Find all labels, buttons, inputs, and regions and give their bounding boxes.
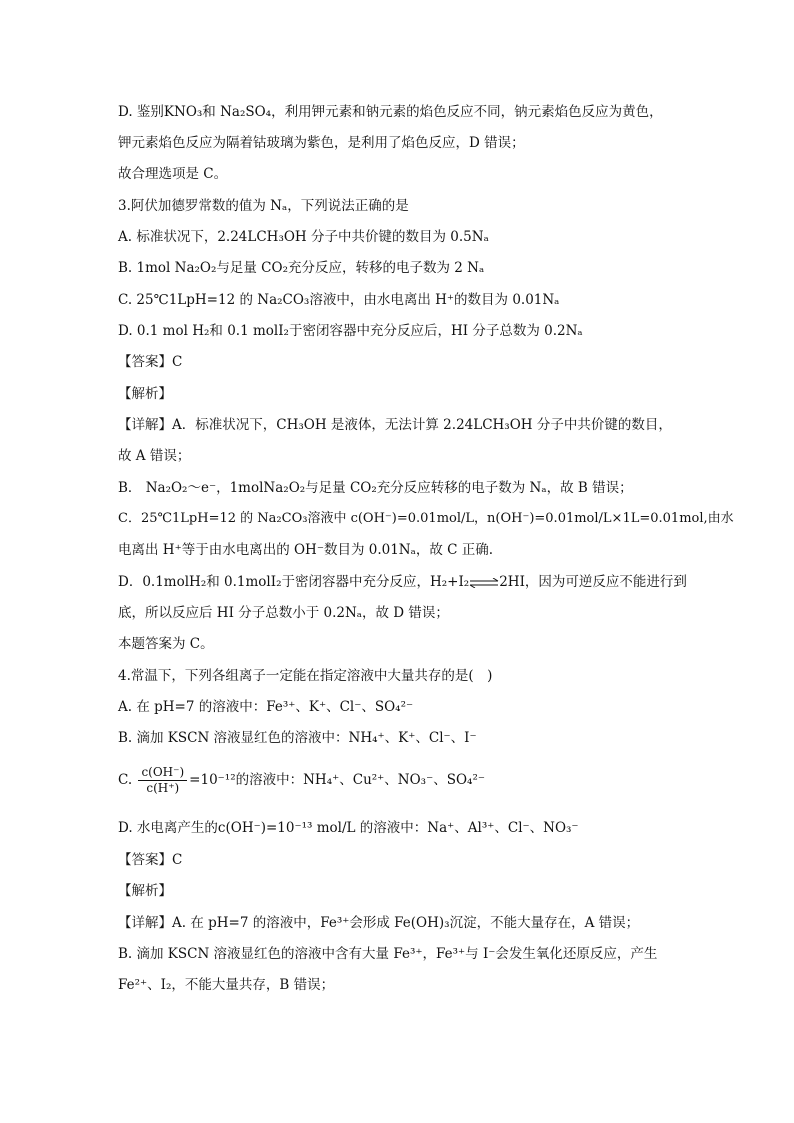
option-d: D. 水电离产生的c(OH⁻)=10⁻¹³ mol/L 的溶液中：Na⁺、Al³⁺、Cl⁻、NO₃⁻: [118, 820, 579, 836]
conclusion-line: 本题答案为 C。: [118, 636, 214, 652]
fraction-denominator: c(H⁺): [146, 781, 180, 795]
explanation-line: Fe²⁺、I₂，不能大量共存，B 错误；: [118, 977, 335, 993]
option-c: [118, 762, 678, 798]
option-a: A. 在 pH=7 的溶液中：Fe³⁺、K⁺、Cl⁻、SO₄²⁻: [118, 699, 414, 715]
explanation-line: C．25℃1LpH=12 的 Na₂CO₃溶液中 c(OH⁻)=0.01mol/L，n(OH⁻)=0.01mol/L×1L=0.01mol,由水: [118, 511, 734, 526]
equation-right-text: 2HI，因为可逆反应不能进行到: [499, 574, 687, 590]
reversible-arrow-icon: [469, 578, 499, 588]
text-line: D. 鉴别KNO₃和 Na₂SO₄，利用钾元素和钠元素的焰色反应不同，钠元素焰色反应为黄色，: [118, 104, 663, 120]
explanation-line: 底，所以反应后 HI 分子总数小于 0.2Nₐ，故 D 错误；: [118, 605, 449, 621]
explanation-line: 电离出 H⁺等于由水电离出的 OH⁻数目为 0.01Nₐ，故 C 正确.: [118, 542, 494, 558]
fraction-numerator: c(OH⁻): [138, 765, 187, 781]
explanation-line: B. 滴加 KSCN 溶液显红色的溶液中含有大量 Fe³⁺，Fe³⁺与 I⁻会发生氧化还原反应，产生: [118, 946, 658, 962]
text-line: 钾元素焰色反应为隔着钴玻璃为紫色，是利用了焰色反应，D 错误；: [118, 135, 525, 151]
option-a: A. 标准状况下，2.24LCH₃OH 分子中共价键的数目为 0.5Nₐ: [118, 229, 489, 245]
answer-label: 【答案】C: [118, 354, 183, 370]
explanation-line: B． Na₂O₂～e⁻，1molNa₂O₂与足量 CO₂充分反应转移的电子数为 Nₐ，故 B 错误；: [118, 480, 633, 496]
option-b: B. 1mol Na₂O₂与足量 CO₂充分反应，转移的电子数为 2 Nₐ: [118, 260, 485, 276]
text-line: 故合理选项是 C。: [118, 166, 228, 182]
explanation-line: 故 A 错误；: [118, 448, 191, 464]
explanation-line: 【详解】A．标准状况下，CH₃OH 是液体，无法计算 2.24LCH₃OH 分子中共价键的数目，: [118, 417, 672, 433]
option-c-label: C.: [118, 772, 133, 788]
option-c-text: =10⁻¹²的溶液中：NH₄⁺、Cu²⁺、NO₃⁻、SO₄²⁻: [189, 772, 485, 788]
option-b: B. 滴加 KSCN 溶液显红色的溶液中：NH₄⁺、K⁺、Cl⁻、I⁻: [118, 730, 477, 746]
explanation-line-equation: [118, 572, 687, 592]
equation-left-text: D．0.1molH₂和 0.1molI₂于密闭容器中充分反应，H₂+I₂: [118, 574, 470, 590]
question-3-stem: 3.阿伏加德罗常数的值为 Nₐ，下列说法正确的是: [118, 198, 409, 214]
ratio-fraction: [138, 765, 187, 796]
explanation-line: 【详解】A. 在 pH=7 的溶液中，Fe³⁺会形成 Fe(OH)₃沉淀，不能大量存在，A 错误；: [118, 915, 640, 931]
analysis-label: 【解析】: [118, 386, 172, 402]
question-4-stem: 4.常温下，下列各组离子一定能在指定溶液中大量共存的是( ): [118, 668, 493, 684]
option-d: D. 0.1 mol H₂和 0.1 molI₂于密闭容器中充分反应后，HI 分子总数为 0.2Nₐ: [118, 323, 583, 339]
analysis-label: 【解析】: [118, 883, 172, 899]
answer-label: 【答案】C: [118, 852, 183, 868]
option-c: C. 25℃1LpH=12 的 Na₂CO₃溶液中，由水电离出 H⁺的数目为 0.01Nₐ: [118, 292, 560, 308]
